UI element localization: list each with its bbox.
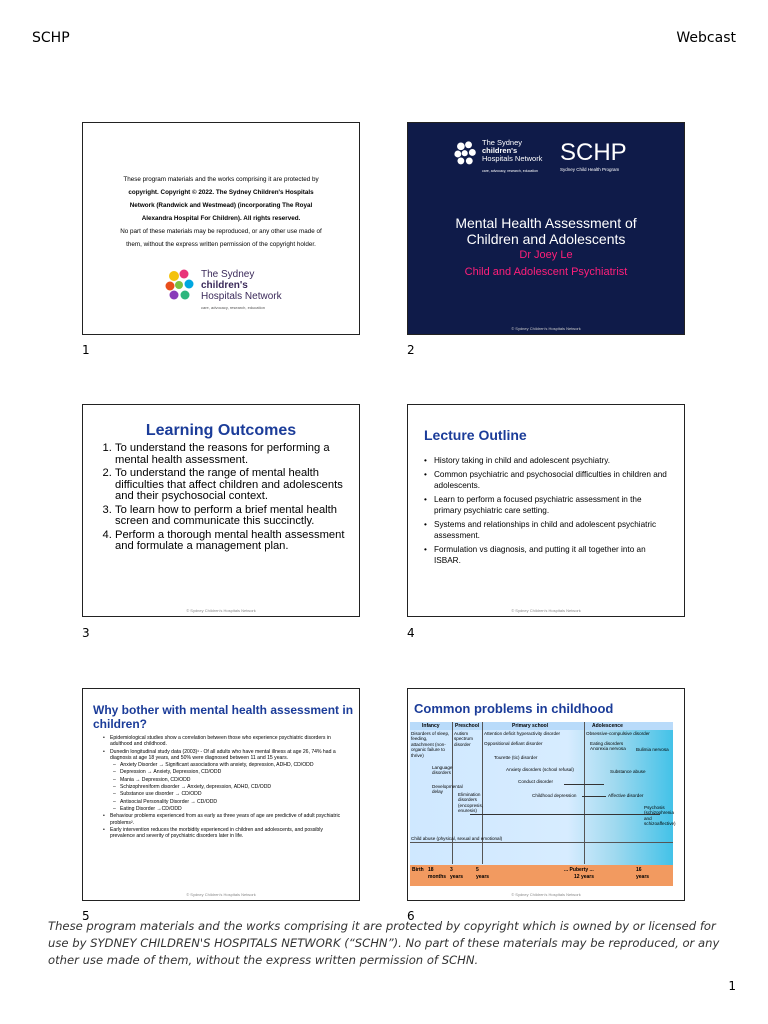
logo-line: The Sydney [482, 138, 523, 147]
title-line: Mental Health Assessment of [455, 215, 637, 231]
list-item: – Schizophreniform disorder → Anxiety, depression, ADHD, CD/ODD [103, 784, 349, 790]
problem-label: Disorders of sleep, feeding, attachment (non-organic failure to thrive) [411, 731, 450, 758]
slide-footer: © Sydney Children's Hospitals Network [511, 608, 581, 613]
timeline-label: 3 years [450, 867, 464, 880]
reasons-list [103, 735, 349, 840]
logo-line: children's [201, 280, 248, 291]
list-item: • Early intervention reduces the morbidity experienced in children and adolescents, and possibly prevalence and severity of psychiatric disorders later in life. [103, 827, 349, 840]
problem-label: Attention deficit hyperactivity disorder [484, 731, 561, 736]
slide-2 [407, 122, 685, 335]
logo-line: Hospitals Network [201, 291, 282, 302]
schn-logo-mark-icon [454, 141, 480, 167]
age-header: Preschool [455, 723, 480, 729]
logo-line: Hospitals Network [482, 154, 543, 163]
logo-tagline: care, advocacy, research, education [201, 305, 265, 310]
header-right: Webcast [676, 30, 736, 46]
age-timeline [410, 865, 673, 886]
list-item: • Dunedin longitudinal study data (2003)¹ - Of all adults who have mental illness at age 26, 74% had a diagnosis at age 18 years, and 50% were diagnosed between 11 and 15 years. [103, 749, 349, 762]
list-item: • Common psychiatric and psychosocial difficulties in children and adolescents. [434, 469, 670, 492]
slide-3 [82, 404, 360, 617]
list-item: – Antisocial Personality Disorder → CD/ODD [103, 799, 349, 805]
slide-title: Why bother with mental health assessment in children? [93, 703, 354, 731]
copyright-line: Network (Randwick and Westmead) (incorporating The Royal [129, 202, 313, 209]
list-item: • Behaviour problems experienced from as early as three years of age are predictive of adult psychiatric problems². [103, 813, 349, 826]
divider [410, 842, 673, 843]
progression-arrow [564, 784, 604, 785]
problem-label: Elimination disorders (encopresis, enuresis) [458, 792, 484, 814]
list-item: • Systems and relationships in child and adolescent psychiatric assessment. [434, 519, 670, 542]
schp-subtitle: Sydney Child Health Program [560, 167, 620, 172]
presenter-name: Dr Joey Le [519, 249, 573, 261]
timeline-label: 5 years [476, 867, 490, 880]
slide-number: 6 [407, 909, 415, 923]
problem-label: Bulimia nervosa [636, 747, 669, 752]
page-number: 1 [728, 979, 736, 993]
list-item: • Formulation vs diagnosis, and putting it all together into an ISBAR. [434, 544, 670, 567]
problem-label: Conduct disorder [518, 779, 553, 784]
slide-number: 3 [82, 626, 90, 640]
problem-label: Childhood depression [532, 793, 577, 798]
logo-line: The Sydney [201, 269, 255, 280]
age-header: Adolescence [592, 723, 623, 729]
copyright-line: them, without the express written permission of the copyright holder. [126, 241, 316, 248]
problem-label: Oppositional defiant disorder [484, 741, 543, 746]
timeline-label: 18 months [428, 867, 447, 880]
logo-line: children's [482, 146, 518, 155]
age-header: Infancy [422, 723, 440, 729]
list-item: – Anxiety Disorder → Significant associations with anxiety, depression, ADHD, CD/ODD [103, 762, 349, 768]
age-header: Primary school [512, 723, 549, 729]
list-item: 3. To learn how to perform a brief mental health screen and communicate this succinctly. [115, 505, 347, 528]
logo-text [201, 269, 282, 302]
problem-label: Substance abuse [610, 769, 646, 774]
timeline-label: Birth [412, 867, 424, 873]
slide-footer: © Sydney Children's Hospitals Network [186, 892, 256, 897]
list-item: • Learn to perform a focused psychiatric assessment in the primary psychiatric care setting. [434, 494, 670, 517]
progression-arrow [582, 796, 606, 797]
problem-label: Developmental delay [432, 784, 463, 795]
logo-tagline: care, advocacy, research, education [482, 169, 538, 173]
childhood-problems-chart [410, 722, 676, 886]
slide-number: 1 [82, 343, 90, 357]
copyright-disclaimer: These program materials and the works comprising it are protected by copyright which is owned by or licensed for use by SYDNEY CHILDREN'S HOSPITALS NETWORK (“SCHN”). No part of these materials may be reproduced, or any other use made of them, without the express written permission of SCHN. [48, 919, 720, 967]
problem-label: Autism spectrum disorder [454, 731, 473, 747]
list-item: – Depression → Anxiety, Depression, CD/ODD [103, 769, 349, 775]
schp-logo-text: SCHP [560, 139, 627, 166]
slide-4 [407, 404, 685, 617]
schn-logo-white [454, 139, 544, 179]
logo-text [482, 139, 542, 163]
slide-5 [82, 688, 360, 901]
timeline-label: 12 years [574, 874, 595, 880]
list-item: 4. Perform a thorough mental health assessment and formulate a management plan. [115, 530, 347, 553]
list-item: • History taking in child and adolescent psychiatry. [434, 455, 670, 467]
problem-label: Tourette (tic) disorder [494, 755, 538, 760]
slide-title: Learning Outcomes [145, 422, 297, 439]
problem-label: Child abuse (physical, sexual and emotional) [411, 836, 503, 841]
title-line: Children and Adolescents [466, 231, 626, 247]
outcomes-list [93, 443, 347, 555]
schn-logo-mark-icon [165, 269, 199, 303]
slide-title: Lecture Outline [424, 427, 527, 443]
problem-label: Language disorders [432, 765, 453, 776]
presenter-role: Child and Adolescent Psychiatrist [464, 266, 628, 278]
slide-footer: © Sydney Children's Hospitals Network [511, 892, 581, 897]
copyright-line: These program materials and the works comprising it are protected by [123, 176, 319, 183]
age-header-row [410, 722, 673, 730]
slide-number: 5 [82, 909, 90, 923]
slide-1 [82, 122, 360, 335]
problem-label: Psychosis (schizophrenia and schizoaffective) [644, 805, 676, 827]
list-item: • Epidemiological studies show a correlation between those who experience psychiatric disorders in adulthood and childhood. [103, 735, 349, 748]
timeline-label: ... Puberty ... [564, 867, 594, 873]
copyright-line: Alexandra Hospital For Children). All rights reserved. [141, 215, 301, 222]
list-item: 1. To understand the reasons for performing a mental health assessment. [115, 443, 347, 466]
slide-number: 4 [407, 626, 415, 640]
header-left: SCHP [32, 30, 70, 46]
list-item: – Mania → Depression, CD/ODD [103, 777, 349, 783]
problem-label: Anxiety disorders (school refusal) [506, 767, 574, 772]
presentation-title [408, 215, 684, 247]
list-item: – Eating Disorder →CD/ODD [103, 806, 349, 812]
slide-title: Common problems in childhood [414, 701, 614, 716]
slide-6 [407, 688, 685, 901]
problem-label: Affective disorder [608, 793, 644, 798]
problem-label: Eating disorders Anorexia nervosa [590, 741, 626, 752]
schn-logo [165, 269, 285, 319]
problem-label: Obsessive-compulsive disorder [586, 731, 650, 736]
slide-number: 2 [407, 343, 415, 357]
timeline-label: 16 years [636, 867, 650, 880]
copyright-line: No part of these materials may be reproduced, or any other use made of [120, 228, 322, 235]
progression-arrow [470, 814, 660, 815]
slide-footer: © Sydney Children's Hospitals Network [511, 326, 581, 331]
list-item: 2. To understand the range of mental health difficulties that affect children and adolescents and their psychosocial context. [115, 468, 347, 503]
copyright-line: copyright. Copyright © 2022. The Sydney Children's Hospitals [128, 189, 314, 196]
slide-footer: © Sydney Children's Hospitals Network [186, 608, 256, 613]
outline-list [424, 455, 670, 569]
list-item: – Substance use disorder → CD/ODD [103, 791, 349, 797]
